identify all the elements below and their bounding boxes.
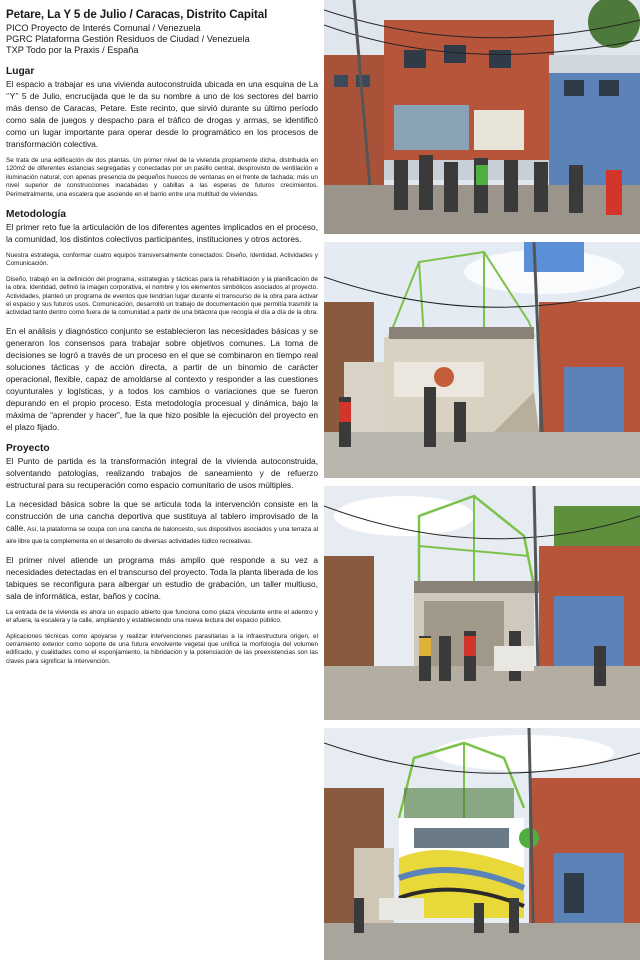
page-title: Petare, La Y 5 de Julio / Caracas, Distrito Capital	[6, 8, 268, 21]
section-heading-proyecto: Proyecto	[6, 442, 50, 454]
paragraph-small: La entrada de la vivienda es ahora un espacio abierto que funciona como plaza vinculante entre el adentro y el afuera, la escalera y la calle, ampliando y estableciendo una nueva lectura del espacio público.	[6, 608, 318, 625]
photo-construction	[324, 242, 640, 478]
paragraph: El espacio a trabajar es una vivienda autoconstruida ubicada en una esquina de La ‘’Y’’ 5 de Julio, encrucijada que le da su nombre a uno de los sectores del barrio más denso de Caracas, Petare. Este recinto, que sirvió durante su último período como sala de juegos y despacho para el tráfico de drogas y armas, se identificó como un lugar importante para operar desde lo programático en los procesos de transformación colectiva.	[6, 79, 318, 149]
paragraph-small: Se trata de una edificación de dos plantas. Un primer nivel de la vivienda propiamente dicha, distribuida en 120m2 de diferentes estancias segregadas y conectadas por un pasillo central, desprovisto de ventilación e iluminación natural, con apenas presencia de pequeños huecos de ventanas en el frente de fachada; más un nivel superior de construcciones inacabadas y cabillas a las esperas de futuros crecimientos. Perimetralmente, una escalera que asciende en el barrio entre una multitud de viviendas.	[6, 157, 318, 198]
photo-street-crowd	[324, 0, 640, 234]
section-heading-lugar: Lugar	[6, 66, 35, 77]
paragraph-small: Diseño, trabajó en la definición del programa, estrategias y tácticas para la rehabilitación y la planificación de la obra. Identidad, definió la imagen corporativa, el nombre y los elementos simbólicos asociados al proyecto. Actividades, planteó un programa de eventos que tendrían lugar durante el transcurso de la obra para activar el espacio y sus futuros usos. Comunicación, desarrolló un trabajo de documentación que permitía trasmitir la actividad tanto dentro como fuera de la comunidad a partir de una bitácora que recogía el día a día de la obra.	[6, 275, 318, 317]
paragraph: El primer nivel atiende un programa más amplio que responde a su vez a necesidades detectadas en el transcurso del proyecto. Toda la planta liberada de los tabiques se reconfigura para albergar un estudio de grabación, un taller multiuso, sala de informática, estar, baños y cocina.	[6, 554, 318, 601]
paragraph: El Punto de partida es la transformación integral de la vivienda autoconstruida, solventando patologías, realizando trabajos de saneamiento y de refuerzo estructural para su recuperación como espacio comunitario de usos múltiples.	[6, 455, 318, 490]
credit-line: PICO Proyecto de Interés Comunal / Venezuela	[6, 23, 201, 33]
photo-finished-building	[324, 728, 640, 960]
paragraph-tail: Así, la plataforma se ocupa con una cancha de baloncesto, sus dispositivos asociados y una terraza al aire libre que la complementa en el desarrollo de diversas actividades lúdico recreativas.	[6, 525, 318, 546]
photo-rehabilitation	[324, 486, 640, 720]
paragraph-small: Nuestra estrategia, conformar cuatro equipos transversalmente conectados: Diseño, Identidad, Actividades y Comunicación.	[6, 252, 318, 268]
credit-line: TXP Todo por la Praxis / España	[6, 45, 139, 55]
section-heading-metodologia: Metodología	[6, 209, 66, 221]
credit-line: PGRC Plataforma Gestión Residuos de Ciudad / Venezuela	[6, 34, 250, 44]
paragraph	[6, 498, 318, 547]
text-column	[6, 8, 318, 956]
paragraph: El primer reto fue la articulación de los diferentes agentes implicados en el proceso, la comunidad, los distintos colectivos participantes, instituciones y otros actores.	[6, 222, 318, 245]
paragraph: En el análisis y diagnóstico conjunto se establecieron las necesidades básicas y se generaron los consensos para trabajar sobre objetivos comunes. La toma de decisiones se logró a través de un proceso en el que se combinaron en tiempo real soluciones tácticas y de acción directa, a partir de un binomio de carácter operacional, flexible, capaz de amoldarse al contexto y responder a las cuestiones coyunturales y logísticas, y a todos los cambios o variaciones que se fueron depurando en el propio proceso. Esta metodología procesual y dinámica, bajo la máxima de “aprender y hacer”, fue la que hizo posible la ejecución del proyecto en el plazo fijado.	[6, 325, 318, 432]
paragraph-small: Aplicaciones técnicas como apoyarse y realizar intervenciones parasitarias a la infraestructura origen, el cerramiento exterior como soporte de una futura envolvente vegetal que unifica la morfología del volumen edificado, y cualidades como el esponjamiento, la hibridación y la potenciación de las preexistencias son las claves para significar la intervención.	[6, 632, 318, 665]
paragraph-lead: La necesidad básica sobre la que se articula toda la intervención consiste en la construcción de una cancha deportiva que sustituya al tablero improvisado de la calle.	[6, 498, 318, 533]
